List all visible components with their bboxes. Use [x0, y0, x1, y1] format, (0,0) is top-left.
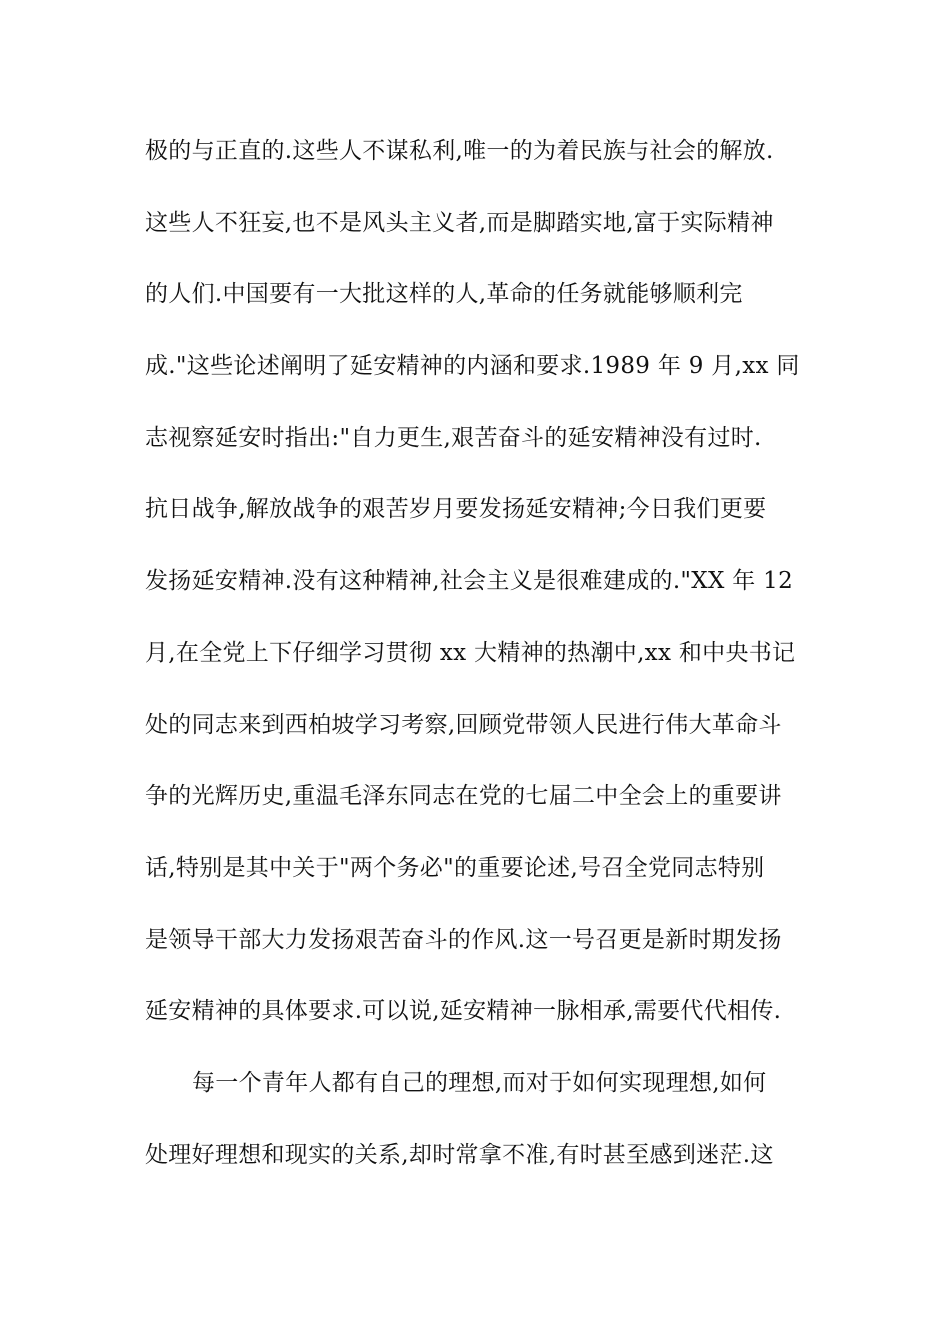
text-line: 的人们.中国要有一大批这样的人,革命的任务就能够顺利完 — [145, 281, 743, 308]
text-line: 话,特别是其中关于"两个务必"的重要论述,号召全党同志特别 — [145, 854, 765, 881]
text-line: 处的同志来到西柏坡学习考察,回顾党带领人民进行伟大革命斗 — [145, 711, 782, 738]
text-line: 月,在全党上下仔细学习贯彻 xx 大精神的热潮中,xx 和中央书记 — [145, 639, 796, 666]
text-line: 延安精神的具体要求.可以说,延安精神一脉相承,需要代代相传. — [145, 998, 782, 1025]
text-line: 抗日战争,解放战争的艰苦岁月要发扬延安精神;今日我们更要 — [145, 496, 767, 523]
text-line: 这些人不狂妄,也不是风头主义者,而是脚踏实地,富于实际精神 — [145, 209, 774, 236]
body-text — [145, 126, 810, 1201]
text-line: 志视察延安时指出:"自力更生,艰苦奋斗的延安精神没有过时. — [145, 424, 762, 451]
text-line: 成."这些论述阐明了延安精神的内涵和要求.1989 年 9 月,xx 同 — [145, 353, 800, 380]
paragraph-first-line: 每一个青年人都有自己的理想,而对于如何实现理想,如何 — [192, 1069, 767, 1096]
text-line: 是领导干部大力发扬艰苦奋斗的作风.这一号召更是新时期发扬 — [145, 926, 782, 953]
text-line: 极的与正直的.这些人不谋私利,唯一的为着民族与社会的解放. — [145, 138, 774, 164]
text-line: 发扬延安精神.没有这种精神,社会主义是很难建成的."XX 年 12 — [145, 568, 794, 595]
text-line: 争的光辉历史,重温毛泽东同志在党的七届二中全会上的重要讲 — [145, 783, 782, 810]
text-line: 处理好理想和现实的关系,却时常拿不准,有时甚至感到迷茫.这 — [145, 1141, 774, 1168]
